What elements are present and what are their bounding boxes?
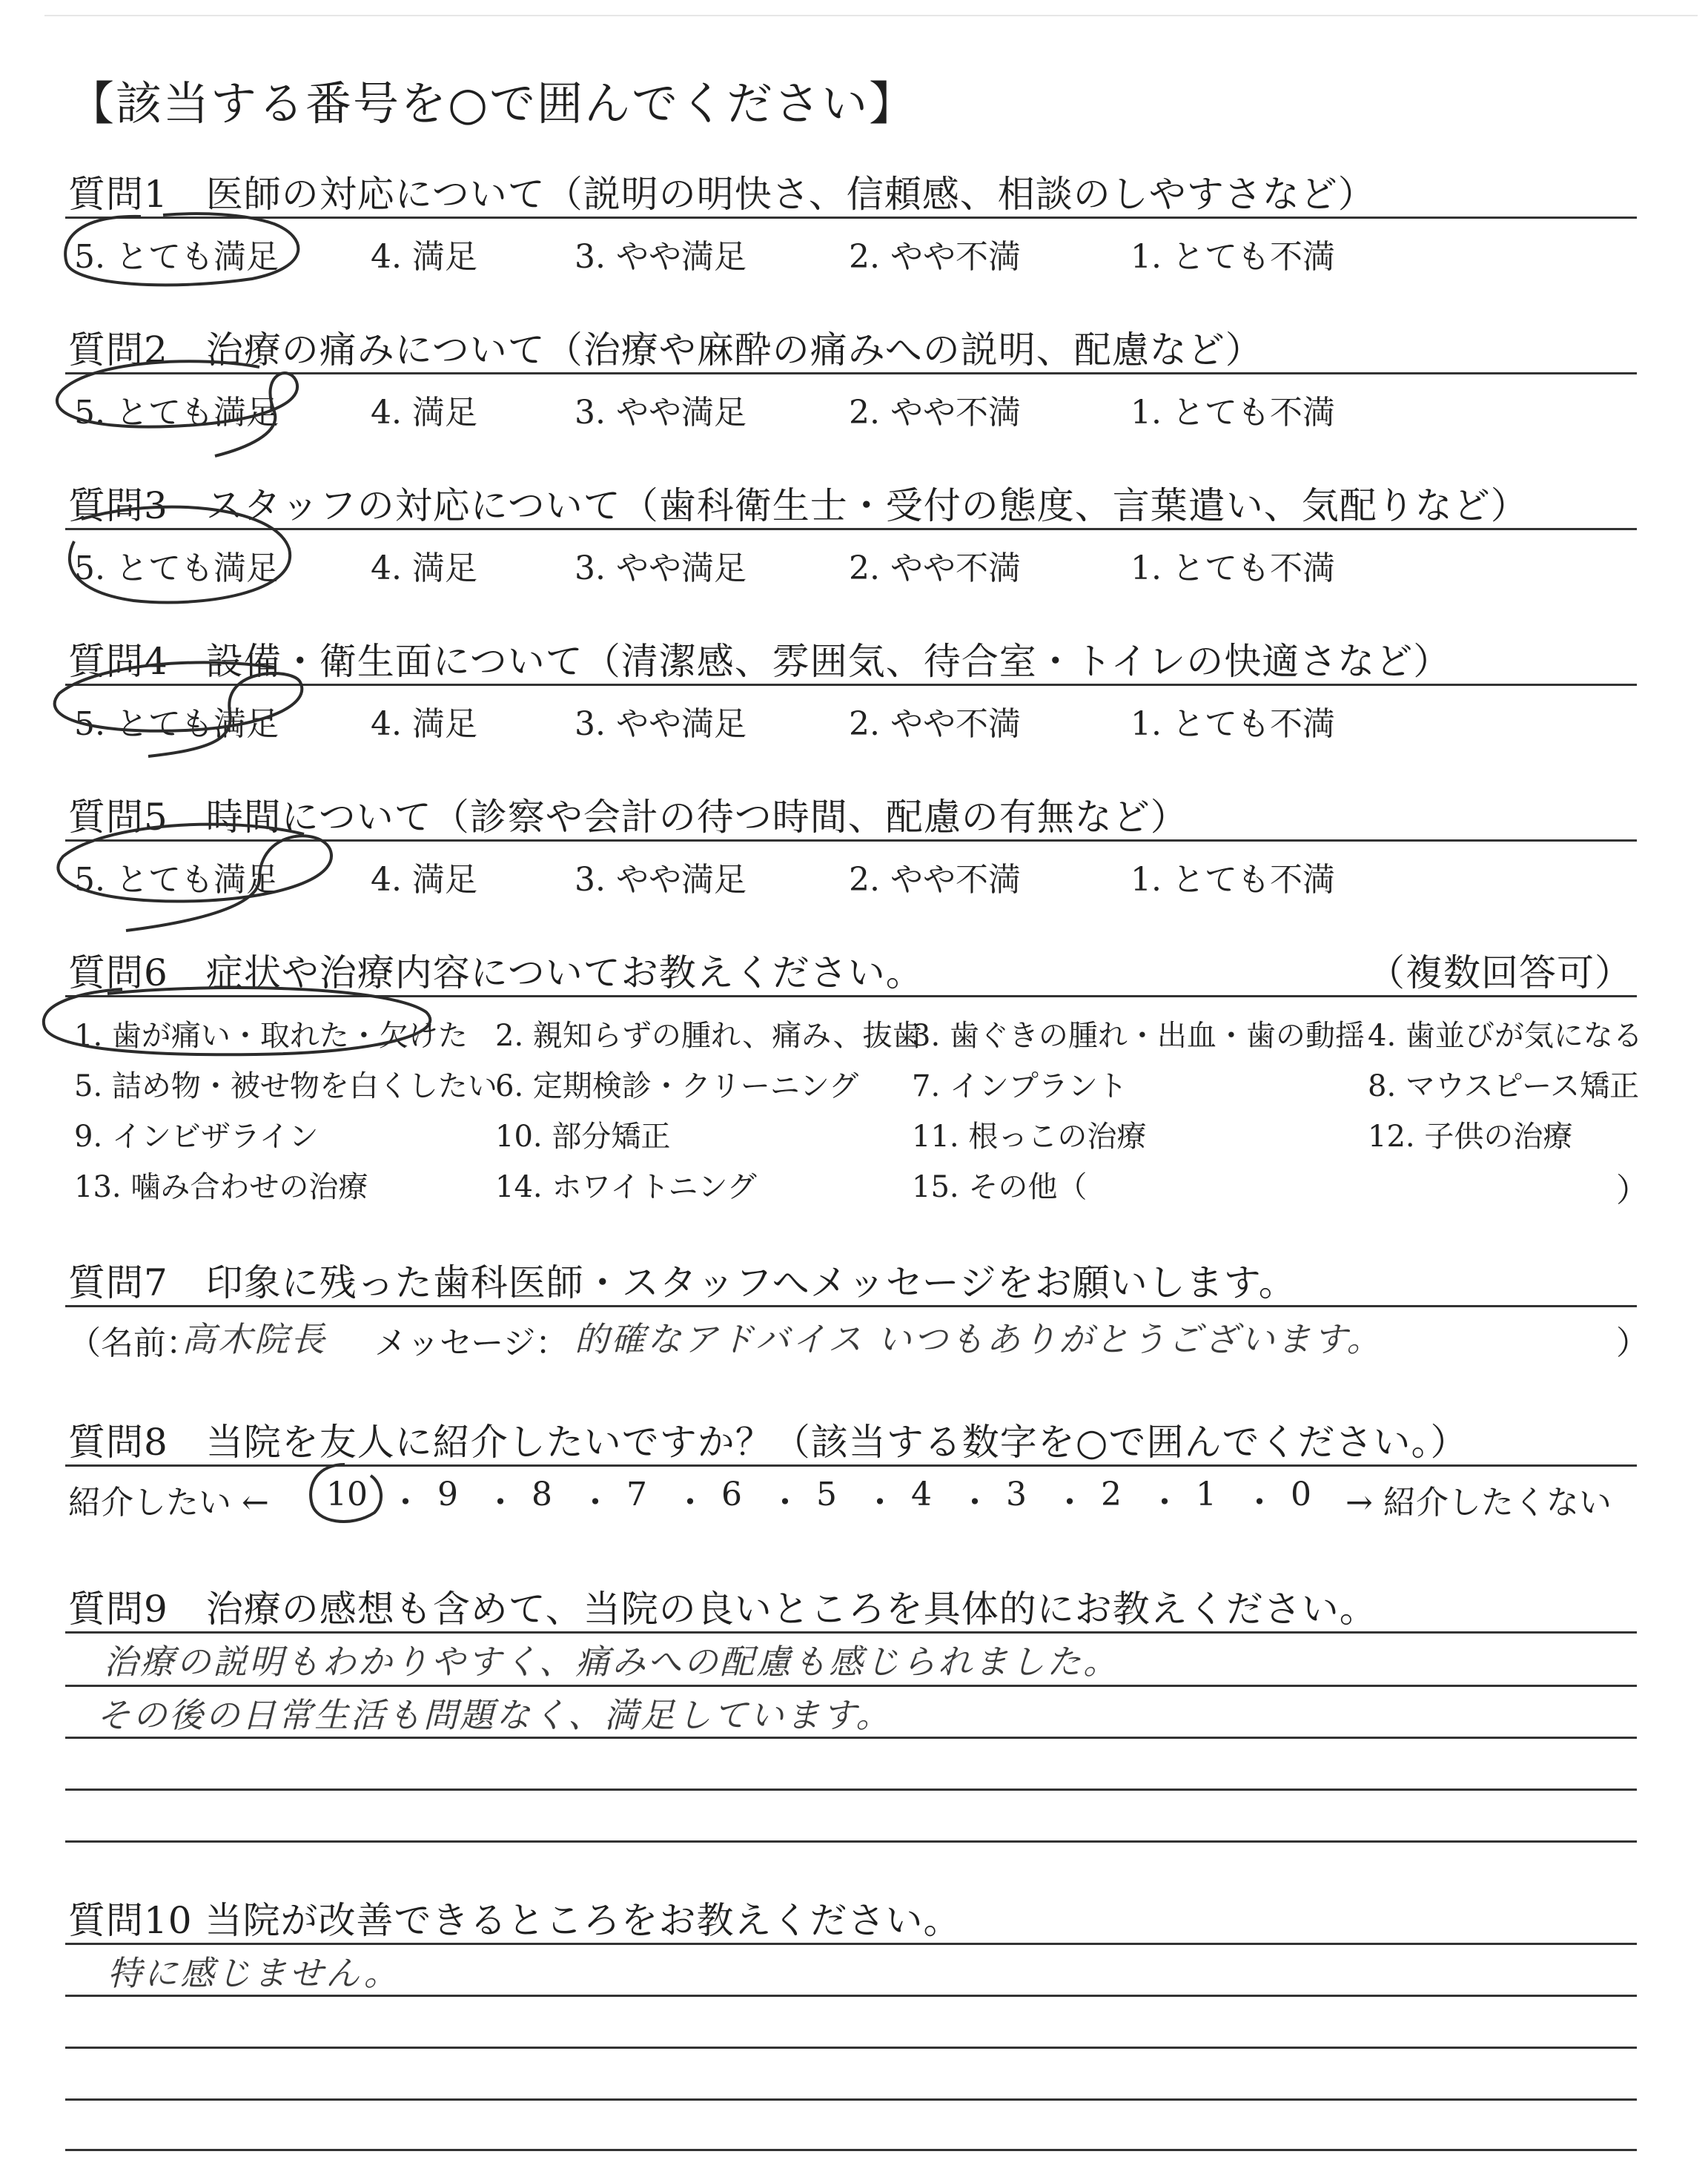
question-4-title: 質問4 設備・衛生面について（清潔感、雰囲気、待合室・トイレの快適さなど） [68,640,1452,683]
q8-separator: ・ [1148,1484,1181,1522]
q8-separator: ・ [1053,1484,1086,1522]
q3-option-5[interactable]: 5. とても満足 [74,549,279,587]
q1-option-5[interactable]: 5. とても満足 [74,238,279,276]
q9-answer-line-1[interactable]: 治療の説明もわかりやすく、痛みへの配慮も感じられました。 [104,1642,1120,1682]
question-10-rule-3 [65,2047,1637,2049]
question-3-rule [65,528,1637,530]
q1-option-1[interactable]: 1. とても不満 [1131,238,1335,276]
scan-top-edge [44,15,1698,16]
q10-answer-line-1[interactable]: 特に感じません。 [107,1953,400,1993]
q6-item-13[interactable]: 13. 噛み合わせの治療 [74,1170,368,1204]
q6-item-15[interactable]: 15. その他（ [912,1170,1088,1204]
q8-separator: ・ [864,1484,896,1522]
q7-name-label: （名前： [68,1324,199,1362]
question-5-rule [65,839,1637,842]
q6-item-4[interactable]: 4. 歯並びが気になる [1368,1019,1643,1053]
q8-separator: ・ [674,1484,706,1522]
q6-item-12[interactable]: 12. 子供の治療 [1368,1120,1573,1154]
q2-option-2[interactable]: 2. やや不満 [849,394,1021,432]
q6-item-14[interactable]: 14. ホワイトニング [495,1170,757,1204]
q5-option-4[interactable]: 4. 満足 [371,861,477,899]
q3-option-2[interactable]: 2. やや不満 [849,549,1021,587]
q8-separator: ・ [389,1484,422,1522]
q8-scale-4[interactable]: 4 [911,1476,932,1513]
q6-item-7[interactable]: 7. インプラント [912,1069,1128,1103]
q4-option-5[interactable]: 5. とても満足 [74,705,279,743]
question-10-rule-1 [65,1943,1637,1945]
question-9-rule-5 [65,1840,1637,1843]
question-3-title: 質問3 スタッフの対応について（歯科衛生士・受付の態度、言葉遣い、気配りなど） [68,484,1529,527]
question-9-rule-4 [65,1789,1637,1791]
q9-answer-line-2[interactable]: その後の日常生活も問題なく、満足しています。 [96,1695,893,1735]
q7-close-paren: ） [1616,1324,1649,1362]
q6-item-1[interactable]: 1. 歯が痛い・取れた・欠けた [74,1019,468,1053]
q6-item-11[interactable]: 11. 根っこの治療 [912,1120,1147,1154]
q3-option-3[interactable]: 3. やや満足 [575,549,747,587]
question-1-rule [65,217,1637,219]
q6-item-6[interactable]: 6. 定期検診・クリーニング [495,1069,859,1103]
q5-option-1[interactable]: 1. とても不満 [1131,861,1335,899]
q8-separator: ・ [579,1484,612,1522]
q8-scale-3[interactable]: 3 [1006,1476,1027,1513]
q8-scale-7[interactable]: 7 [626,1476,647,1513]
question-10-rule-5 [65,2149,1637,2151]
q1-option-4[interactable]: 4. 満足 [371,238,477,276]
q8-separator: ・ [769,1484,801,1522]
q6-item-2[interactable]: 2. 親知らずの腫れ、痛み、抜歯 [495,1019,922,1053]
q8-scale-6[interactable]: 6 [721,1476,742,1513]
q8-scale-1[interactable]: 1 [1196,1476,1217,1513]
q2-option-3[interactable]: 3. やや満足 [575,394,747,432]
q6-item-8[interactable]: 8. マウスピース矯正 [1368,1069,1640,1103]
q4-option-2[interactable]: 2. やや不満 [849,705,1021,743]
q8-separator: ・ [1243,1484,1276,1522]
q8-right-label: → 紹介したくない [1345,1484,1612,1522]
q5-option-3[interactable]: 3. やや満足 [575,861,747,899]
q1-option-3[interactable]: 3. やや満足 [575,238,747,276]
question-10-title: 質問10 当院が改善できるところをお教えください。 [68,1899,961,1942]
question-10-rule-4 [65,2098,1637,2101]
q4-option-3[interactable]: 3. やや満足 [575,705,747,743]
q6-item-9[interactable]: 9. インビザライン [74,1120,319,1154]
q8-left-label: 紹介したい ← [68,1484,269,1522]
q1-option-2[interactable]: 2. やや不満 [849,238,1021,276]
q3-option-4[interactable]: 4. 満足 [371,549,477,587]
q7-message-value[interactable]: 的確なアドバイス いつもありがとうございます。 [575,1319,1383,1359]
question-5-title: 質問5 時間について（診察や会計の待つ時間、配慮の有無など） [68,796,1188,839]
page-title: 【該当する番号を○で囲んでください】 [68,76,917,131]
q3-option-1[interactable]: 1. とても不満 [1131,549,1335,587]
q4-option-1[interactable]: 1. とても不満 [1131,705,1335,743]
question-6-title: 質問6 症状や治療内容についてお教えください。 [68,951,924,994]
q8-scale-9[interactable]: 9 [437,1476,458,1513]
q6-item-10[interactable]: 10. 部分矯正 [495,1120,671,1154]
question-8-rule [65,1464,1637,1467]
q5-option-2[interactable]: 2. やや不満 [849,861,1021,899]
q2-option-4[interactable]: 4. 満足 [371,394,477,432]
question-7-title: 質問7 印象に残った歯科医師・スタッフへメッセージをお願いします。 [68,1261,1297,1304]
q2-option-5[interactable]: 5. とても満足 [74,394,279,432]
q6-other-close-paren: ） [1616,1172,1649,1209]
q7-message-label: メッセージ： [374,1324,569,1362]
q6-item-3[interactable]: 3. 歯ぐきの腫れ・出血・歯の動揺 [912,1019,1365,1053]
question-8-title: 質問8 当院を友人に紹介したいですか？（該当する数字を○で囲んでください。） [68,1421,1469,1464]
question-2-rule [65,372,1637,374]
question-7-rule [65,1305,1637,1307]
q8-scale-8[interactable]: 8 [532,1476,552,1513]
q8-scale-2[interactable]: 2 [1101,1476,1122,1513]
question-9-rule-2 [65,1685,1637,1687]
question-6-rule [65,995,1637,997]
question-2-title: 質問2 治療の痛みについて（治療や麻酔の痛みへの説明、配慮など） [68,328,1263,371]
question-9-title: 質問9 治療の感想も含めて、当院の良いところを具体的にお教えください。 [68,1588,1377,1631]
q8-separator: ・ [484,1484,517,1522]
question-4-rule [65,684,1637,686]
q8-scale-5[interactable]: 5 [816,1476,837,1513]
q7-name-value[interactable]: 高木院長 [182,1319,327,1359]
q4-option-4[interactable]: 4. 満足 [371,705,477,743]
q8-scale-10[interactable]: 10 [326,1476,368,1513]
q5-option-5[interactable]: 5. とても満足 [74,861,279,899]
question-6-note: （複数回答可） [1368,951,1632,994]
q8-scale-0[interactable]: 0 [1291,1476,1311,1513]
q2-option-1[interactable]: 1. とても不満 [1131,394,1335,432]
q6-item-5[interactable]: 5. 詰め物・被せ物を白くしたい [74,1069,497,1103]
question-1-title: 質問1 医師の対応について（説明の明快さ、信頼感、相談のしやすさなど） [68,173,1376,216]
q8-separator: ・ [959,1484,991,1522]
question-9-rule-1 [65,1631,1637,1634]
